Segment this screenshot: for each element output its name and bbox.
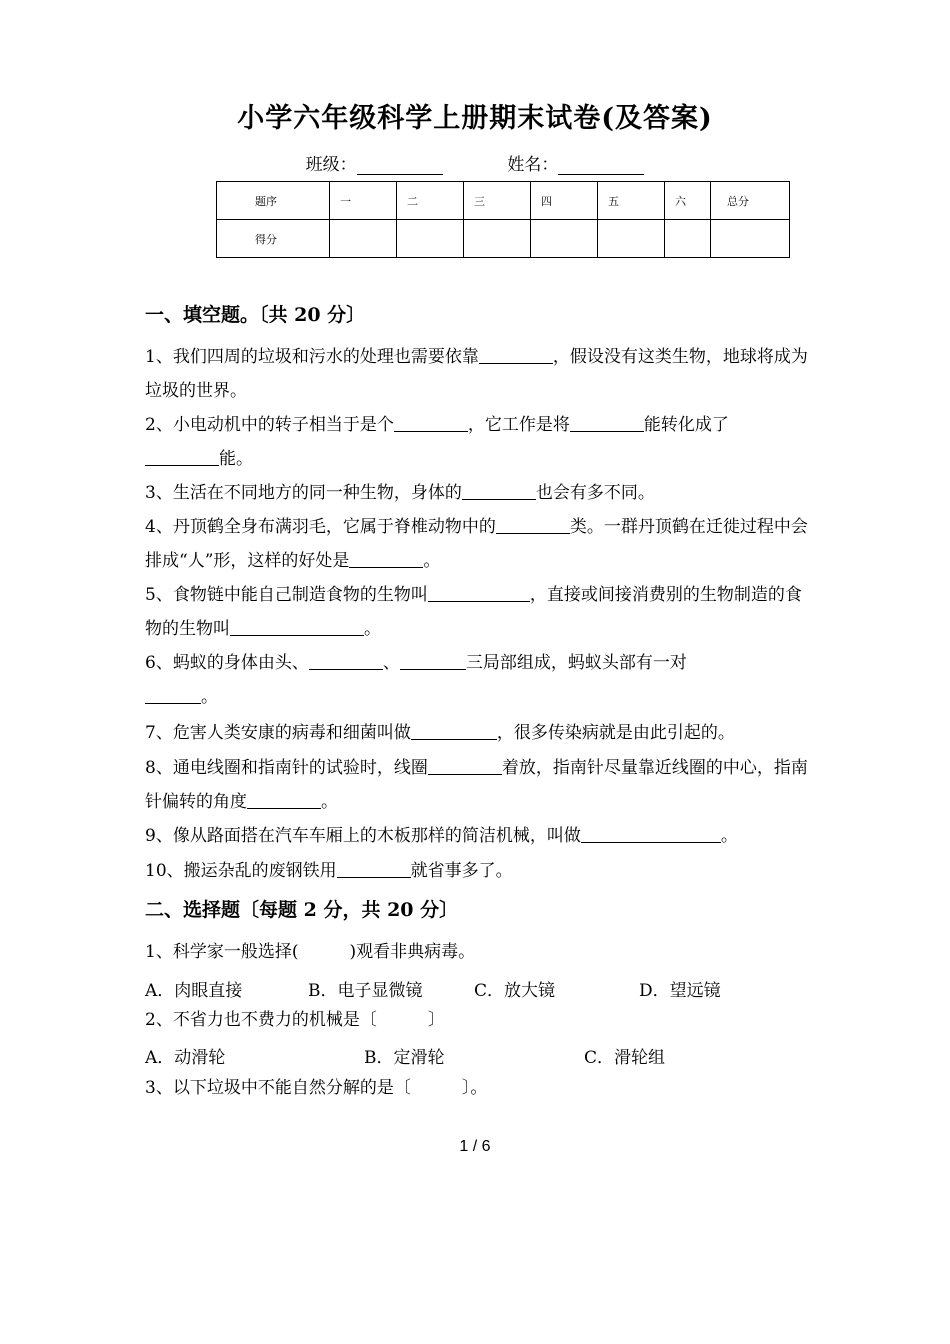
option-c[interactable]: C．放大镜 <box>474 981 556 1001</box>
option-a[interactable]: A．肉眼直接 <box>145 981 243 1001</box>
answer-blank[interactable] <box>411 721 497 740</box>
q-text: 类。一群丹顶鹤在迁徙过程中会排成“人”形，这样的好处是 <box>145 517 808 571</box>
answer-blank[interactable] <box>428 583 530 602</box>
exam-title: 小学六年级科学上册期末试卷(及答案) <box>237 103 713 134</box>
answer-blank[interactable] <box>570 413 644 432</box>
answer-blank[interactable] <box>145 685 201 704</box>
question-7 <box>145 716 815 750</box>
answer-blank[interactable] <box>247 790 321 809</box>
q-text: 、 <box>382 653 400 673</box>
score-cell[interactable] <box>598 220 665 258</box>
question-4 <box>145 510 815 578</box>
question-6 <box>145 646 815 714</box>
q-text: 着放，指南针尽量靠近线圈的中心，指南针偏转的角度 <box>145 758 808 812</box>
q-text: 10、搬运杂乱的废钢铁用 <box>145 861 337 881</box>
q-text: 。 <box>423 551 441 571</box>
answer-blank[interactable] <box>230 617 364 636</box>
name-label: 姓名： <box>507 155 559 175</box>
score-table-row <box>217 220 790 258</box>
option-b[interactable]: B．定滑轮 <box>364 1048 445 1068</box>
q-text: 2、小电动机中的转子相当于是个 <box>145 415 394 435</box>
q-text: ，直接或间接消费别的生物制造的食物的生物叫 <box>145 585 802 639</box>
option-a[interactable]: A．动滑轮 <box>145 1048 226 1068</box>
mc-question-3: 3、以下垃圾中不能自然分解的是〔 〕。 <box>145 1078 488 1098</box>
page-number: 1 / 6 <box>459 1138 491 1155</box>
question-9 <box>145 819 815 853</box>
score-header-cell: 四 <box>531 182 598 220</box>
option-b[interactable]: B．电子显微镜 <box>308 981 423 1001</box>
q-text: ，假设没有这类生物，地球将成为垃圾的世界。 <box>145 347 808 401</box>
option-d[interactable]: D．望远镜 <box>639 981 721 1001</box>
class-label: 班级： <box>305 155 357 175</box>
score-header-cell: 题序 <box>217 182 330 220</box>
answer-blank[interactable] <box>337 859 411 878</box>
score-cell[interactable] <box>464 220 531 258</box>
question-1 <box>145 340 815 408</box>
q-text: 。 <box>364 619 381 639</box>
question-8 <box>145 751 815 819</box>
question-5 <box>145 578 815 646</box>
q-text: 。 <box>321 792 338 812</box>
q-text: ，它工作是将 <box>467 415 570 435</box>
answer-blank[interactable] <box>462 481 536 500</box>
mc-question-1: 1、科学家一般选择( )观看非典病毒。 <box>145 942 476 962</box>
q-text: 就省事多了。 <box>410 861 513 881</box>
score-table-header-row <box>217 182 790 220</box>
answer-blank[interactable] <box>581 824 721 843</box>
section2-heading: 二、选择题〔每题 2 分，共 20 分〕 <box>145 899 459 921</box>
score-header-cell: 六 <box>665 182 711 220</box>
answer-blank[interactable] <box>394 413 468 432</box>
answer-blank[interactable] <box>400 651 466 670</box>
q-text: 能转化成了 <box>643 415 729 435</box>
q-text: 。 <box>720 826 738 846</box>
q-text: 3、生活在不同地方的同一种生物，身体的 <box>145 483 462 503</box>
q-text: 能。 <box>219 449 253 469</box>
score-header-cell: 五 <box>598 182 665 220</box>
score-cell[interactable] <box>711 220 790 258</box>
score-cell[interactable] <box>531 220 598 258</box>
answer-blank[interactable] <box>496 515 570 534</box>
mc-question-2: 2、不省力也不费力的机械是〔 〕 <box>145 1010 445 1030</box>
score-cell[interactable] <box>397 220 464 258</box>
q-text: 7、危害人类安康的病毒和细菌叫做 <box>145 723 411 743</box>
answer-blank[interactable] <box>349 549 423 568</box>
q-text: 1、我们四周的垃圾和污水的处理也需要依靠 <box>145 347 479 367</box>
score-table <box>216 181 790 258</box>
score-cell[interactable] <box>330 220 397 258</box>
score-header-cell: 总分 <box>711 182 790 220</box>
question-10 <box>145 854 815 888</box>
section1-heading: 一、填空题。〔共 20 分〕 <box>145 304 366 326</box>
score-header-cell: 三 <box>464 182 531 220</box>
score-header-cell: 一 <box>330 182 397 220</box>
q-text: 5、食物链中能自己制造食物的生物叫 <box>145 585 428 605</box>
answer-blank[interactable] <box>145 447 219 466</box>
q-text: 8、通电线圈和指南针的试验时，线圈 <box>145 758 428 778</box>
q-text: 6、蚂蚁的身体由头、 <box>145 653 309 673</box>
answer-blank[interactable] <box>479 345 553 364</box>
answer-blank[interactable] <box>428 756 502 775</box>
question-3 <box>145 476 815 510</box>
q-text: 三局部组成，蚂蚁头部有一对 <box>465 653 687 673</box>
score-header-cell: 二 <box>397 182 464 220</box>
student-info <box>0 150 950 175</box>
answer-blank[interactable] <box>309 651 383 670</box>
q-text: 4、丹顶鹤全身布满羽毛，它属于脊椎动物中的 <box>145 517 496 537</box>
question-2 <box>145 408 815 476</box>
name-input[interactable] <box>558 154 644 175</box>
score-row-label: 得分 <box>217 220 330 258</box>
q-text: ，很多传染病就是由此引起的。 <box>496 723 735 743</box>
score-cell[interactable] <box>665 220 711 258</box>
option-c[interactable]: C．滑轮组 <box>584 1048 666 1068</box>
class-input[interactable] <box>357 154 443 175</box>
q-text: 也会有多不同。 <box>535 483 655 503</box>
q-text: 。 <box>201 687 218 707</box>
q-text: 9、像从路面搭在汽车车厢上的木板那样的简洁机械，叫做 <box>145 826 581 846</box>
